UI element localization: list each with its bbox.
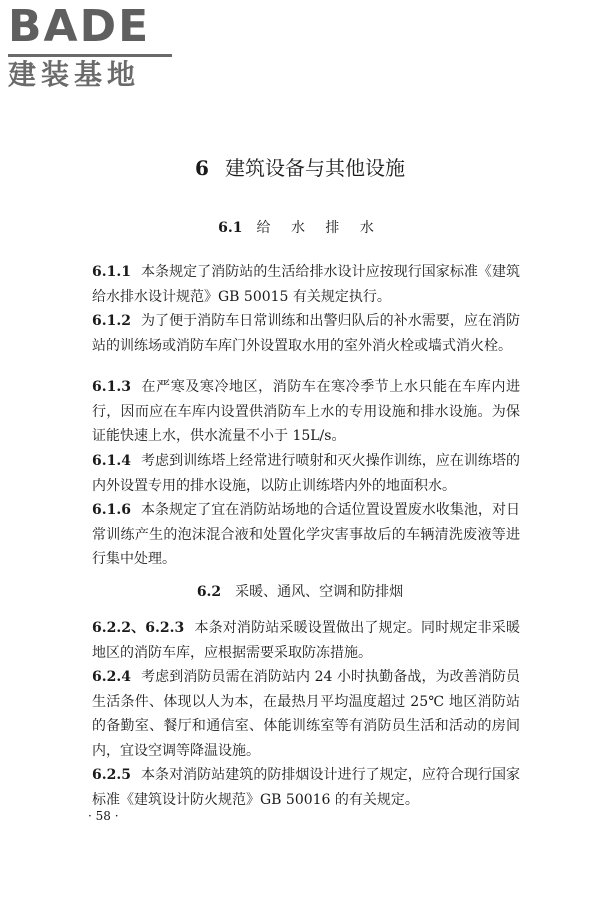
page-number: · 58 · <box>88 809 119 823</box>
clause-text: 本条对消防站建筑的防排烟设计进行了规定，应符合现行国家标准《建筑设计防火规范》GB 50016 的有关规定。 <box>92 767 520 808</box>
clause-6-2-5 <box>92 763 520 812</box>
clause-number: 6.1.4 <box>92 453 131 469</box>
logo-divider <box>8 54 172 57</box>
clause-6-1-3 <box>92 375 520 449</box>
section-number: 6.1 <box>218 220 243 236</box>
clause-text: 本条对消防站采暖设置做出了规定。同时规定非采暖地区的消防车库，应根据需要采取防冻措施。 <box>92 620 521 661</box>
clause-number: 6.1.6 <box>92 502 131 518</box>
clause-text: 本条规定了消防站的生活给排水设计应按现行国家标准《建筑给水排水设计规范》GB 50015 有关规定执行。 <box>92 264 520 305</box>
clause-number: 6.1.1 <box>92 264 131 280</box>
clause-6-2-4 <box>92 665 520 763</box>
section-heading-6-2 <box>0 582 600 602</box>
clause-text: 在严寒及寒冷地区，消防车在寒冷季节上水只能在车库内进行，因而应在车库内设置供消防车上水的专用设施和排水设施。为保证能快速上水，供水流量不小于 15L/s。 <box>92 379 520 444</box>
clause-text: 考虑到训练塔上经常进行喷射和灭火操作训练，应在训练塔的内外设置专用的排水设施，以防止训练塔内外的地面积水。 <box>92 453 520 494</box>
clause-text: 本条规定了宜在消防站场地的合适位置设置废水收集池，对日常训练产生的泡沫混合液和处置化学灾害事故后的车辆清洗废液等进行集中处理。 <box>92 502 520 567</box>
clause-6-1-4 <box>92 449 520 498</box>
clause-number: 6.1.2 <box>92 313 131 329</box>
clause-number: 6.2.4 <box>92 669 131 685</box>
clause-text: 考虑到消防员需在消防站内 24 小时执勤备战，为改善消防员生活条件、体现以人为本，在最热月平均温度超过 25℃ 地区消防站的备勤室、餐厅和通信室、体能训练室等有消防员生活和活动的房间内，宜设空调等降温设施。 <box>92 669 520 759</box>
section-title: 给 水 排 水 <box>256 220 382 236</box>
section-heading-6-1 <box>0 218 600 238</box>
chapter-heading <box>0 154 600 182</box>
bade-logo <box>8 2 178 94</box>
clause-6-1-6 <box>92 498 520 572</box>
clause-number: 6.2.5 <box>92 767 131 783</box>
chapter-title: 建筑设备与其他设施 <box>224 156 405 180</box>
clause-6-1-2 <box>92 309 520 358</box>
clause-number: 6.1.3 <box>92 379 131 395</box>
logo-brand-text: BADE <box>8 1 151 52</box>
section-title: 采暖、通风、空调和防排烟 <box>235 584 404 600</box>
clause-number: 6.2.2、6.2.3 <box>92 620 185 636</box>
clause-6-2-2-6-2-3 <box>92 616 520 665</box>
chapter-number: 6 <box>195 156 209 180</box>
clause-text: 为了便于消防车日常训练和出警归队后的补水需要，应在消防站的训练场或消防车库门外设置取水用的室外消火栓或墙式消火栓。 <box>92 313 520 354</box>
section-number: 6.2 <box>196 584 222 600</box>
logo-subtitle: 建装基地 <box>8 58 141 91</box>
clause-6-1-1 <box>92 260 520 309</box>
